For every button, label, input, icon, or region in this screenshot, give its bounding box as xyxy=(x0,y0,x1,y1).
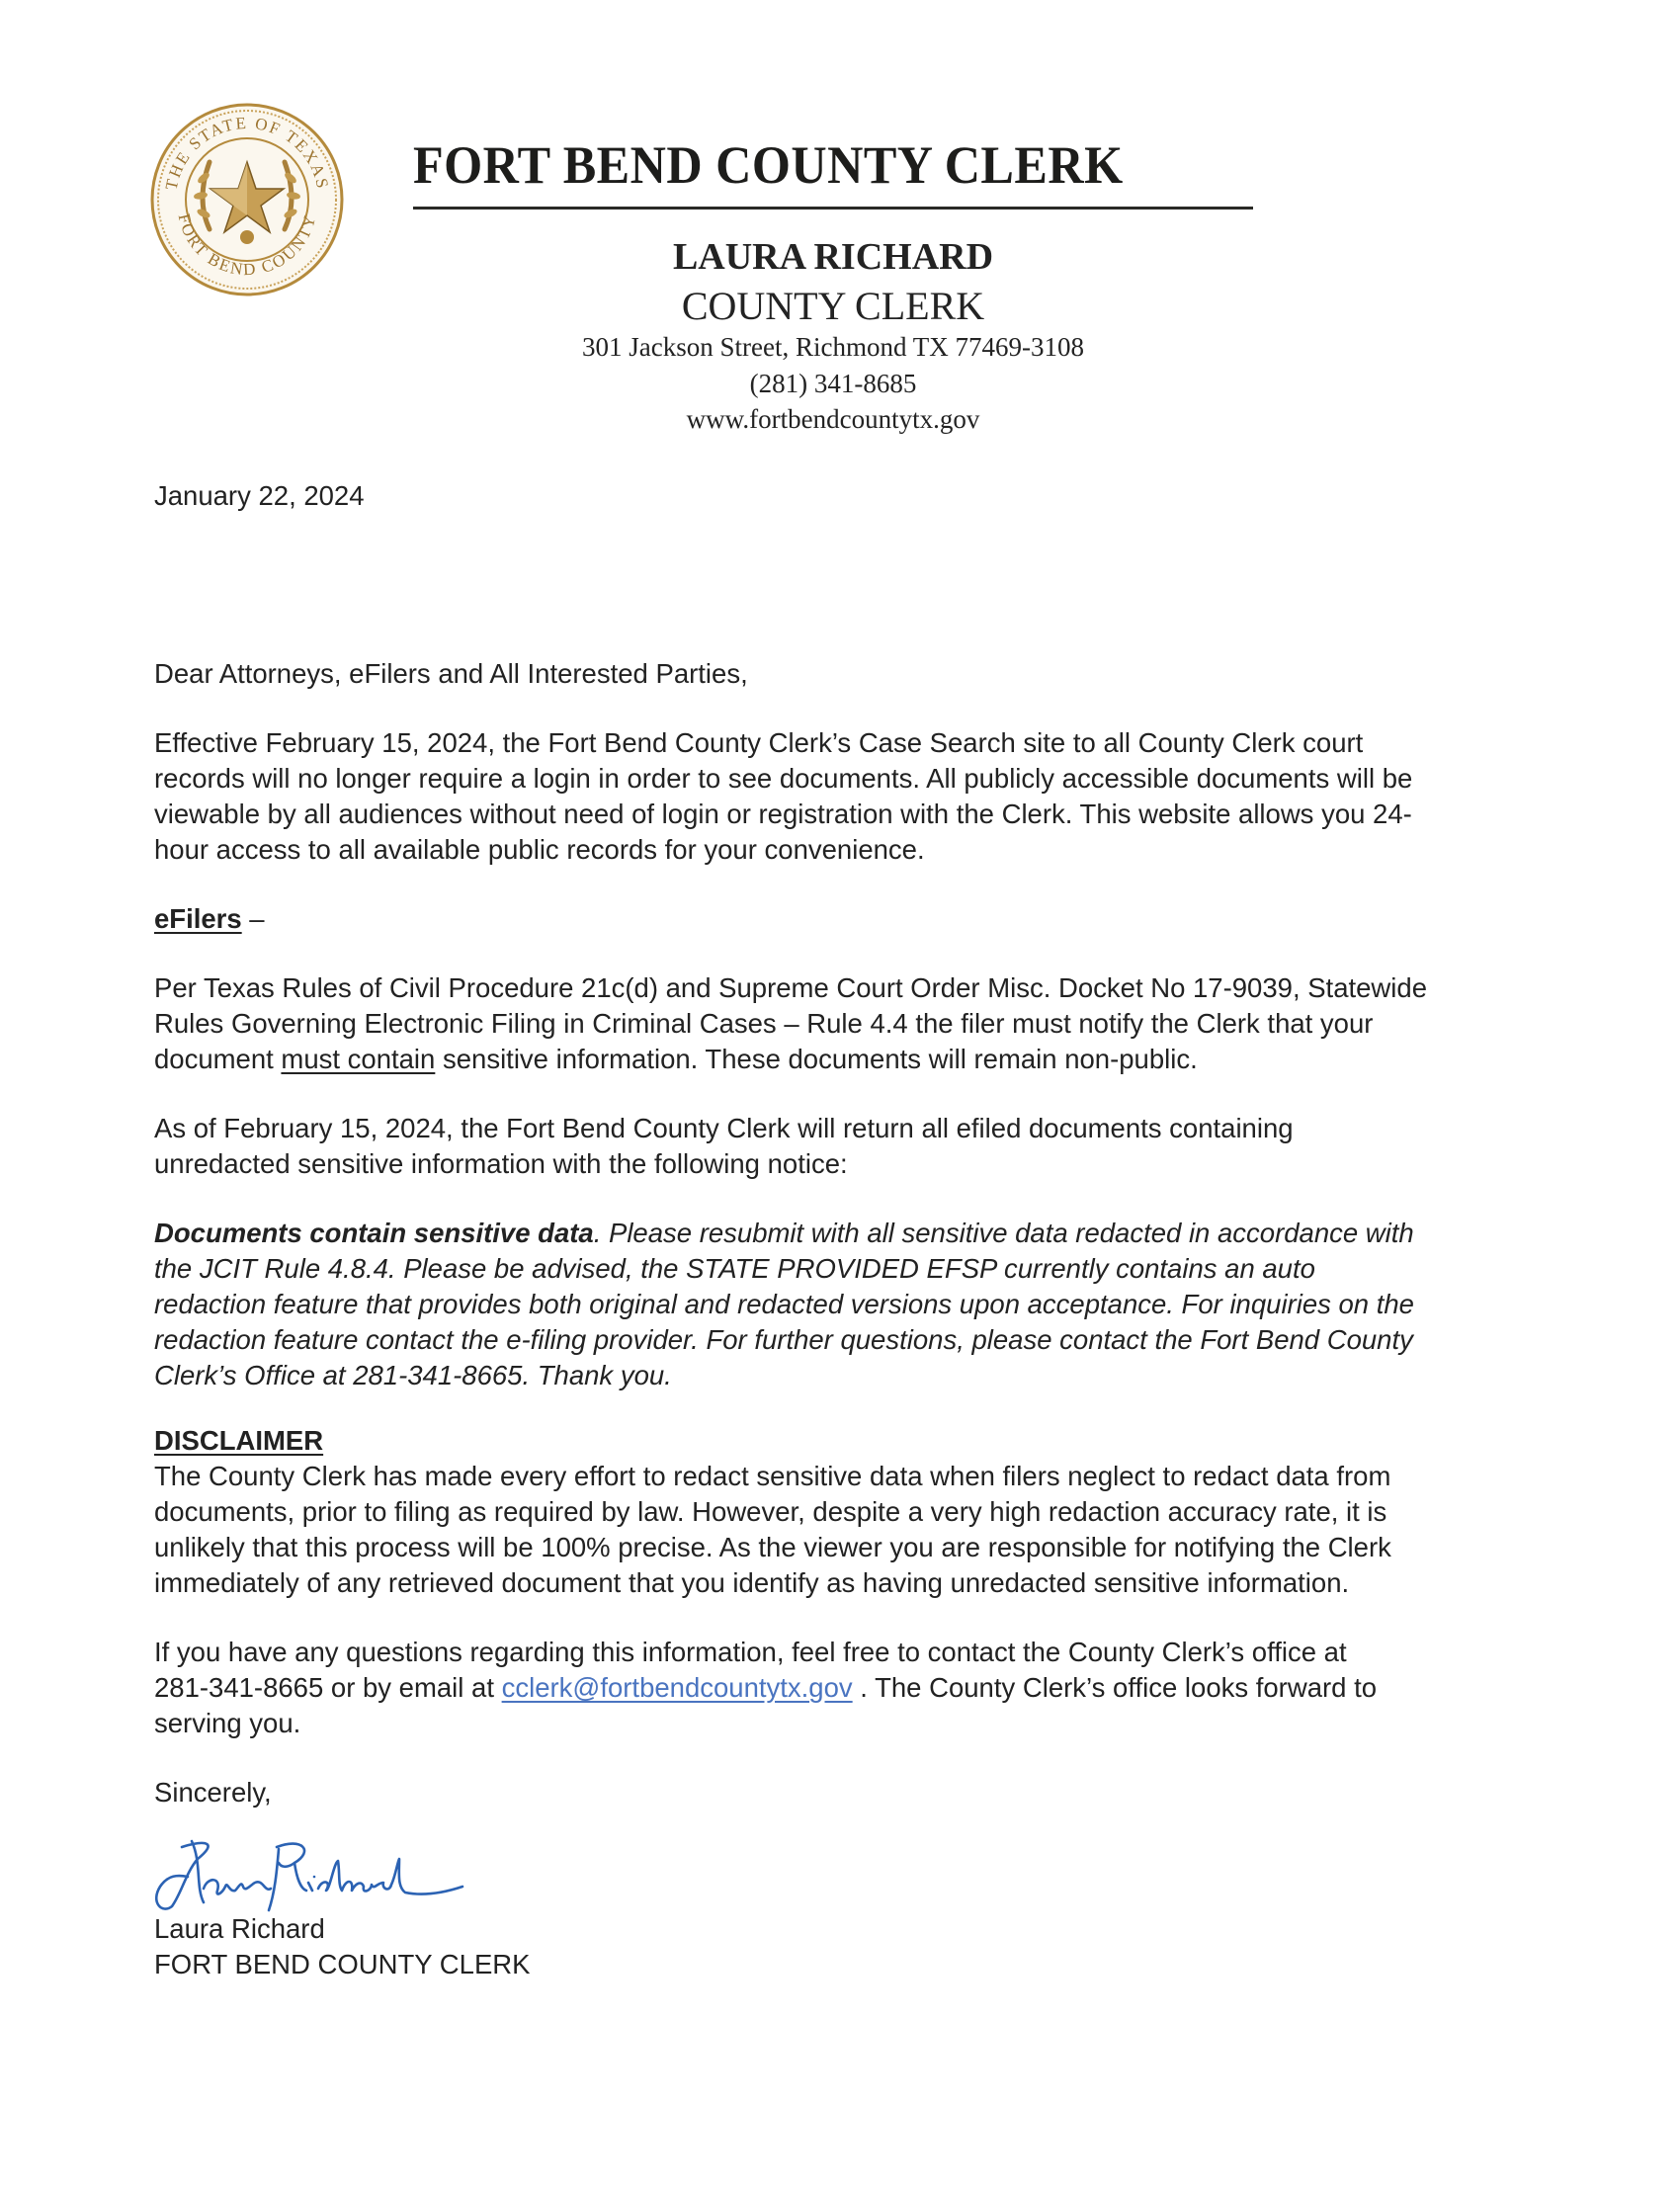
disclaimer-line: The County Clerk has made every effort to redact sensitive data when filers neglect to redact data from xyxy=(154,1461,1391,1491)
signer-name: Laura Richard xyxy=(154,1913,325,1944)
efilers-heading xyxy=(154,901,265,937)
signature-icon xyxy=(148,1833,474,1917)
signer-title: FORT BEND COUNTY CLERK xyxy=(154,1949,531,1979)
office-website: www.fortbendcountytx.gov xyxy=(686,404,980,434)
notice-line xyxy=(154,1216,1414,1251)
email-link[interactable]: cclerk@fortbendcountytx.gov xyxy=(501,1672,853,1703)
disclaimer-heading: DISCLAIMER xyxy=(154,1425,324,1456)
notice-lead: Documents contain sensitive data xyxy=(154,1218,594,1248)
svg-text:THE STATE OF TEXAS: THE STATE OF TEXAS xyxy=(161,113,333,192)
county-seal xyxy=(148,101,346,298)
letterhead-title: FORT BEND COUNTY CLERK xyxy=(413,135,1124,195)
svg-text:FORT BEND COUNTY: FORT BEND COUNTY xyxy=(174,211,320,280)
paragraph-line: viewable by all audiences without need of login or registration with the Clerk. This website allows you 24- xyxy=(154,799,1412,829)
paragraph-line: As of February 15, 2024, the Fort Bend County Clerk will return all efiled documents containing xyxy=(154,1113,1294,1143)
texas-seal-star-icon xyxy=(148,101,346,298)
disclaimer-line: unlikely that this process will be 100% precise. As the viewer you are responsible for notifying the Clerk xyxy=(154,1532,1391,1562)
clerk-role: COUNTY CLERK xyxy=(681,284,985,328)
clerk-name: LAURA RICHARD xyxy=(672,236,994,278)
letterhead-rule xyxy=(413,207,1253,210)
emphasis-must-contain: must contain xyxy=(281,1044,436,1074)
paragraph-line: Effective February 15, 2024, the Fort Bend County Clerk’s Case Search site to all County Clerk court xyxy=(154,727,1364,758)
notice-line: redaction feature that provides both original and redacted versions upon acceptance. For inquiries on the xyxy=(154,1289,1414,1319)
closing: Sincerely, xyxy=(154,1777,272,1808)
paragraph-line xyxy=(154,1042,1198,1077)
paragraph-line: Per Texas Rules of Civil Procedure 21c(d) and Supreme Court Order Misc. Docket No 17-9039, Statewide xyxy=(154,972,1427,1003)
contact-line: serving you. xyxy=(154,1708,301,1738)
salutation: Dear Attorneys, eFilers and All Interested Parties, xyxy=(154,658,748,689)
text-run: . Please resubmit with all sensitive data redacted in accordance with xyxy=(593,1218,1414,1248)
disclaimer-line: documents, prior to filing as required by law. However, despite a very high redaction accuracy rate, it is xyxy=(154,1496,1387,1527)
paragraph-line: records will no longer require a login in order to see documents. All publicly accessible documents will be xyxy=(154,763,1413,794)
paragraph-line: unredacted sensitive information with the following notice: xyxy=(154,1148,848,1179)
text-run: document xyxy=(154,1044,282,1074)
disclaimer-line: immediately of any retrieved document that you identify as having unredacted sensitive information. xyxy=(154,1567,1350,1598)
text-run: sensitive information. These documents will remain non-public. xyxy=(435,1044,1198,1074)
efilers-heading-dash: – xyxy=(241,903,265,934)
notice-line: redaction feature contact the e-filing provider. For further questions, please contact the Fort Bend County xyxy=(154,1324,1413,1355)
handwritten-signature xyxy=(148,1833,474,1917)
contact-line: If you have any questions regarding this information, feel free to contact the County Clerk’s office at xyxy=(154,1637,1347,1667)
office-address: 301 Jackson Street, Richmond TX 77469-3108 xyxy=(582,332,1084,362)
paragraph-line: Rules Governing Electronic Filing in Criminal Cases – Rule 4.4 the filer must notify the Clerk that your xyxy=(154,1008,1374,1039)
efilers-heading-label: eFilers xyxy=(154,903,242,934)
notice-line: the JCIT Rule 4.8.4. Please be advised, the STATE PROVIDED EFSP currently contains an auto xyxy=(154,1253,1315,1284)
contact-line xyxy=(154,1670,1377,1706)
notice-line: Clerk’s Office at 281-341-8665. Thank you. xyxy=(154,1360,672,1390)
letter-date: January 22, 2024 xyxy=(154,480,365,511)
text-run: . The County Clerk’s office looks forward to xyxy=(852,1672,1378,1703)
office-phone: (281) 341-8685 xyxy=(749,369,917,398)
text-run: 281-341-8665 or by email at xyxy=(154,1672,502,1703)
paragraph-line: hour access to all available public records for your convenience. xyxy=(154,834,925,865)
